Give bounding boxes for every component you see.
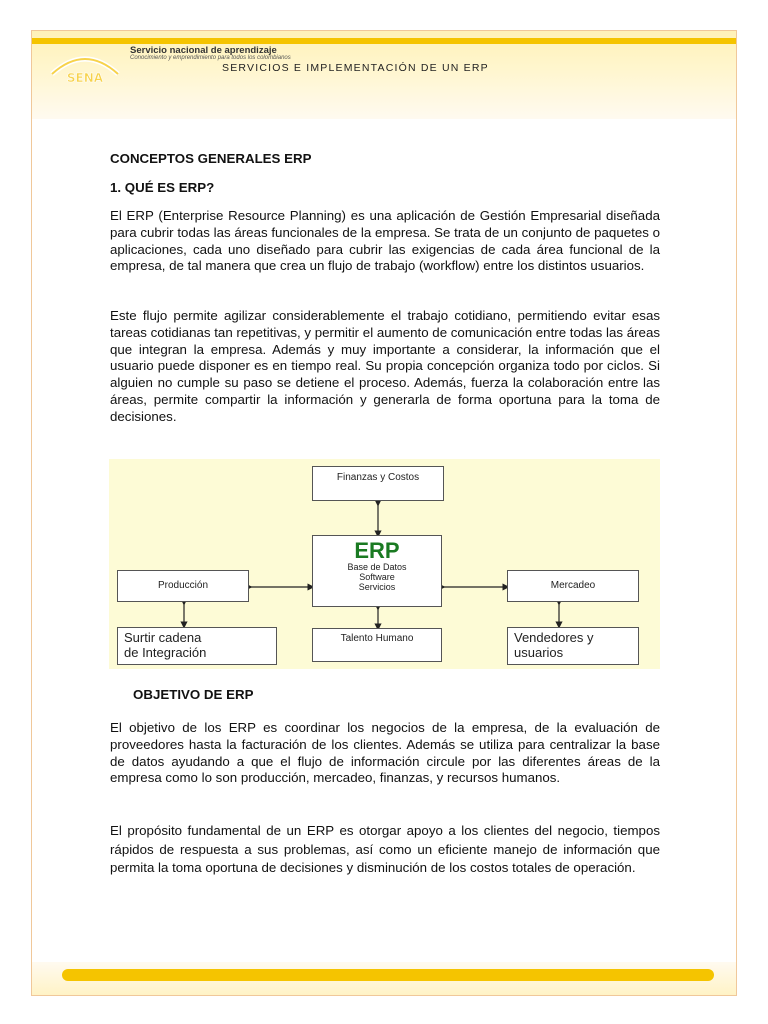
erp-title: ERP xyxy=(354,538,400,563)
box-vendedores xyxy=(507,627,639,665)
box-surtir xyxy=(117,627,277,665)
sena-logo-icon xyxy=(50,48,120,88)
box-erp xyxy=(312,535,442,607)
surtir-line-1: Surtir cadena xyxy=(124,630,202,645)
paragraph-1: El ERP (Enterprise Resource Planning) es una aplicación de Gestión Empresarial diseñada para cubrir todas las áreas funcionales de la empresa. Se trata de un conjunto de paquetes o aplicaciones, cada uno diseñado para cubrir las exigencias de cada área funcional de la empresa, de tal manera que crea un flujo de trabajo (workflow) entre los distintos usuarios. xyxy=(110,208,660,274)
box-mercadeo: Mercadeo xyxy=(507,570,639,602)
doc-title: SERVICIOS E IMPLEMENTACIÓN DE UN ERP xyxy=(222,62,489,74)
box-talento: Talento Humano xyxy=(312,628,442,662)
erp-line-1: Base de Datos xyxy=(347,562,407,572)
footer-bar xyxy=(62,969,714,981)
objective-title: OBJETIVO DE ERP xyxy=(133,687,254,702)
header-stripe xyxy=(32,38,736,44)
section-title: CONCEPTOS GENERALES ERP xyxy=(110,151,312,166)
org-name: Servicio nacional de aprendizaje xyxy=(130,45,277,56)
paragraph-3: El objetivo de los ERP es coordinar los negocios de la empresa, de la evaluación de proveedores hasta la facturación de los clientes. Además se utiliza para centralizar la base de datos ayudando a que el flujo de información circule por las diferentes áreas de la empresa como lo son producción, mercadeo, finanzas, y recursos humanos. xyxy=(110,720,660,786)
vendedores-line-2: usuarios xyxy=(514,645,564,660)
section-subtitle: 1. QUÉ ES ERP? xyxy=(110,180,215,195)
erp-line-2: Software xyxy=(359,572,395,582)
paragraph-4: El propósito fundamental de un ERP es otorgar apoyo a los clientes del negocio, tiempos rápidos de respuesta a sus problemas, así como un eficiente manejo de información que permita la toma oportuna de decisiones y disminución de los costos totales de operación. xyxy=(110,823,660,875)
box-produccion: Producción xyxy=(117,570,249,602)
org-tagline: Conocimiento y emprendimiento para todos los colombianos xyxy=(130,55,291,61)
logo-text: SENA xyxy=(66,71,104,85)
vendedores-line-1: Vendedores y xyxy=(514,630,594,645)
paragraph-2: Este flujo permite agilizar considerablemente el trabajo cotidiano, permitiendo evitar esas tareas cotidianas tan repetitivas, y permitir el aumento de comunicación entre todas las áreas que integran la empresa. Además y muy importante a considerar, la información que el usuario puede disponer es en tiempo real. Su propia concepción organiza todo por ciclos. Si alguien no cumple su paso se detiene el proceso. Además, fuerza la colaboración entre las áreas, permite compartir la información y generarla de forma oportuna para la toma de decisiones. xyxy=(110,308,660,424)
surtir-line-2: de Integración xyxy=(124,645,207,660)
erp-diagram xyxy=(109,459,660,669)
erp-line-3: Servicios xyxy=(358,582,396,592)
box-finanzas: Finanzas y Costos xyxy=(312,466,444,501)
